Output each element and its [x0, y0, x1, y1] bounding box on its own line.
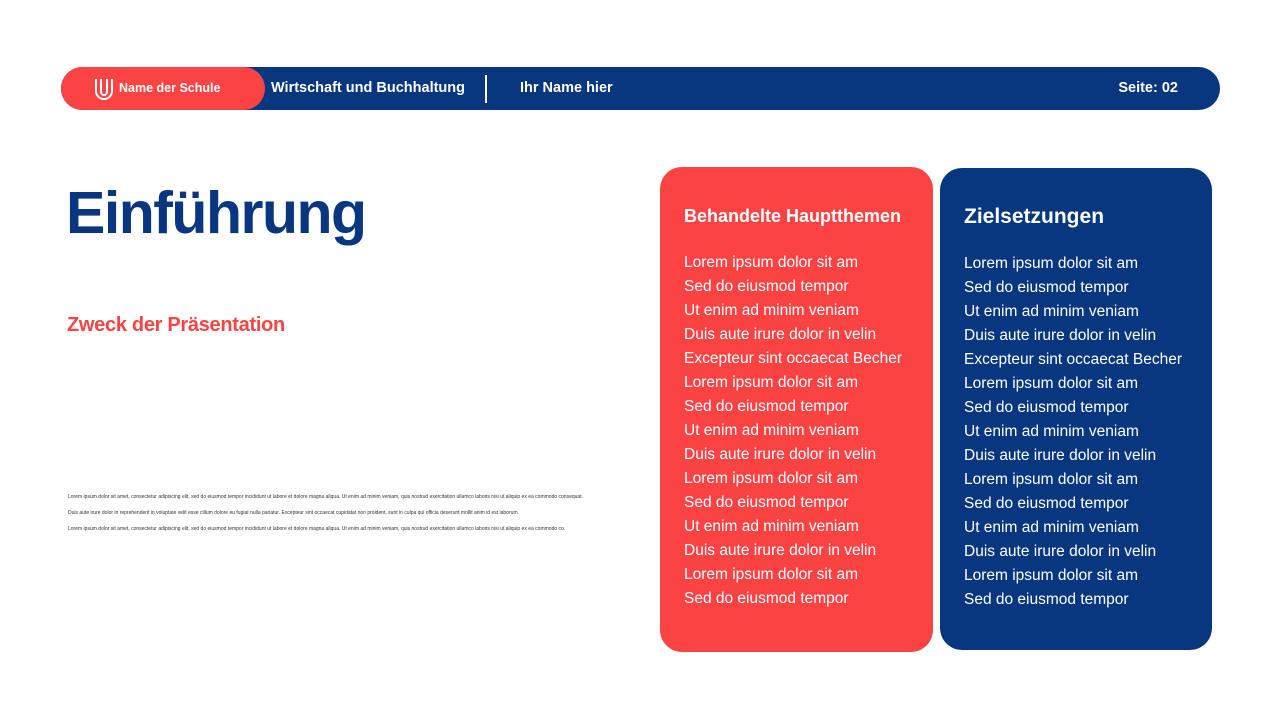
list-item: Ut enim ad minim veniam	[964, 303, 1139, 320]
list-item: Sed do eiusmod tempor	[964, 591, 1129, 608]
school-logo-icon	[94, 78, 114, 100]
list-item: Ut enim ad minim veniam	[684, 422, 859, 439]
list-item: Ut enim ad minim veniam	[684, 518, 859, 535]
list-item: Duis aute irure dolor in velin	[684, 326, 877, 343]
list-item: Duis aute irure dolor in velin	[964, 447, 1157, 464]
topics-card-title: Behandelte Hauptthemen	[684, 206, 902, 226]
list-item: Lorem ipsum dolor sit am	[684, 254, 859, 271]
list-item: Ut enim ad minim veniam	[964, 423, 1139, 440]
list-item: Ut enim ad minim veniam	[964, 519, 1139, 536]
header-bar	[61, 67, 1220, 110]
header-divider	[485, 75, 487, 103]
author-name: Ihr Name hier	[520, 80, 613, 96]
list-item: Duis aute irure dolor in velin	[684, 542, 877, 559]
topics-card	[660, 167, 933, 652]
list-item: Sed do eiusmod tempor	[684, 590, 849, 607]
list-item: Duis aute irure dolor in velin	[684, 446, 877, 463]
list-item: Sed do eiusmod tempor	[964, 495, 1129, 512]
list-item: Excepteur sint occaecat Becher	[964, 351, 1182, 368]
list-item: Lorem ipsum dolor sit am	[684, 374, 859, 391]
list-item: Sed do eiusmod tempor	[684, 278, 849, 295]
subject-label: Wirtschaft und Buchhaltung	[271, 80, 465, 96]
goals-list	[964, 252, 1212, 612]
list-item: Duis aute irure dolor in velin	[964, 327, 1157, 344]
school-name: Name der Schule	[119, 81, 221, 95]
body-paragraph: Lorem ipsum dolor sit amet, consectetur adipiscing elit, sed do eiusmod tempor incididunt ut labore et dolore magna aliqua. Ut enim ad minim veniam, quis nostrud exercitation ullamco laboris nisi ut aliquip ex ea commodo consequat.	[68, 494, 583, 500]
list-item: Sed do eiusmod tempor	[684, 494, 849, 511]
slide-subtitle: Zweck der Präsentation	[67, 314, 285, 336]
list-item: Lorem ipsum dolor sit am	[964, 471, 1139, 488]
topics-list	[684, 251, 933, 611]
body-paragraph: Duis aute irure dolor in reprehenderit in voluptate velit esse cillum dolore eu fugiat nulla pariatur. Excepteur sint occaecat cupidatat non proident, sunt in culpa qui officia deserunt mollit anim id est laborum.	[68, 510, 519, 516]
list-item: Sed do eiusmod tempor	[964, 279, 1129, 296]
list-item: Ut enim ad minim veniam	[684, 302, 859, 319]
goals-card	[940, 168, 1212, 650]
list-item: Sed do eiusmod tempor	[964, 399, 1129, 416]
list-item: Lorem ipsum dolor sit am	[684, 566, 859, 583]
body-paragraph: Lorem ipsum dolor sit amet, consectetur adipiscing elit, sed do eiusmod tempor incididunt ut labore et dolore magna aliqua. Ut enim ad minim veniam, quis nostrud exercitation ullamco laboris nisi ut aliquip ex ea commodo co.	[68, 526, 566, 532]
list-item: Lorem ipsum dolor sit am	[964, 375, 1139, 392]
goals-card-title: Zielsetzungen	[964, 205, 1105, 228]
list-item: Lorem ipsum dolor sit am	[684, 470, 859, 487]
page-number: Seite: 02	[1118, 80, 1178, 96]
body-text	[68, 489, 628, 537]
list-item: Duis aute irure dolor in velin	[964, 543, 1157, 560]
list-item: Excepteur sint occaecat Becher	[684, 350, 902, 367]
list-item: Lorem ipsum dolor sit am	[964, 255, 1139, 272]
list-item: Lorem ipsum dolor sit am	[964, 567, 1139, 584]
list-item: Sed do eiusmod tempor	[684, 398, 849, 415]
school-badge	[61, 67, 265, 110]
slide-title: Einführung	[66, 180, 366, 246]
